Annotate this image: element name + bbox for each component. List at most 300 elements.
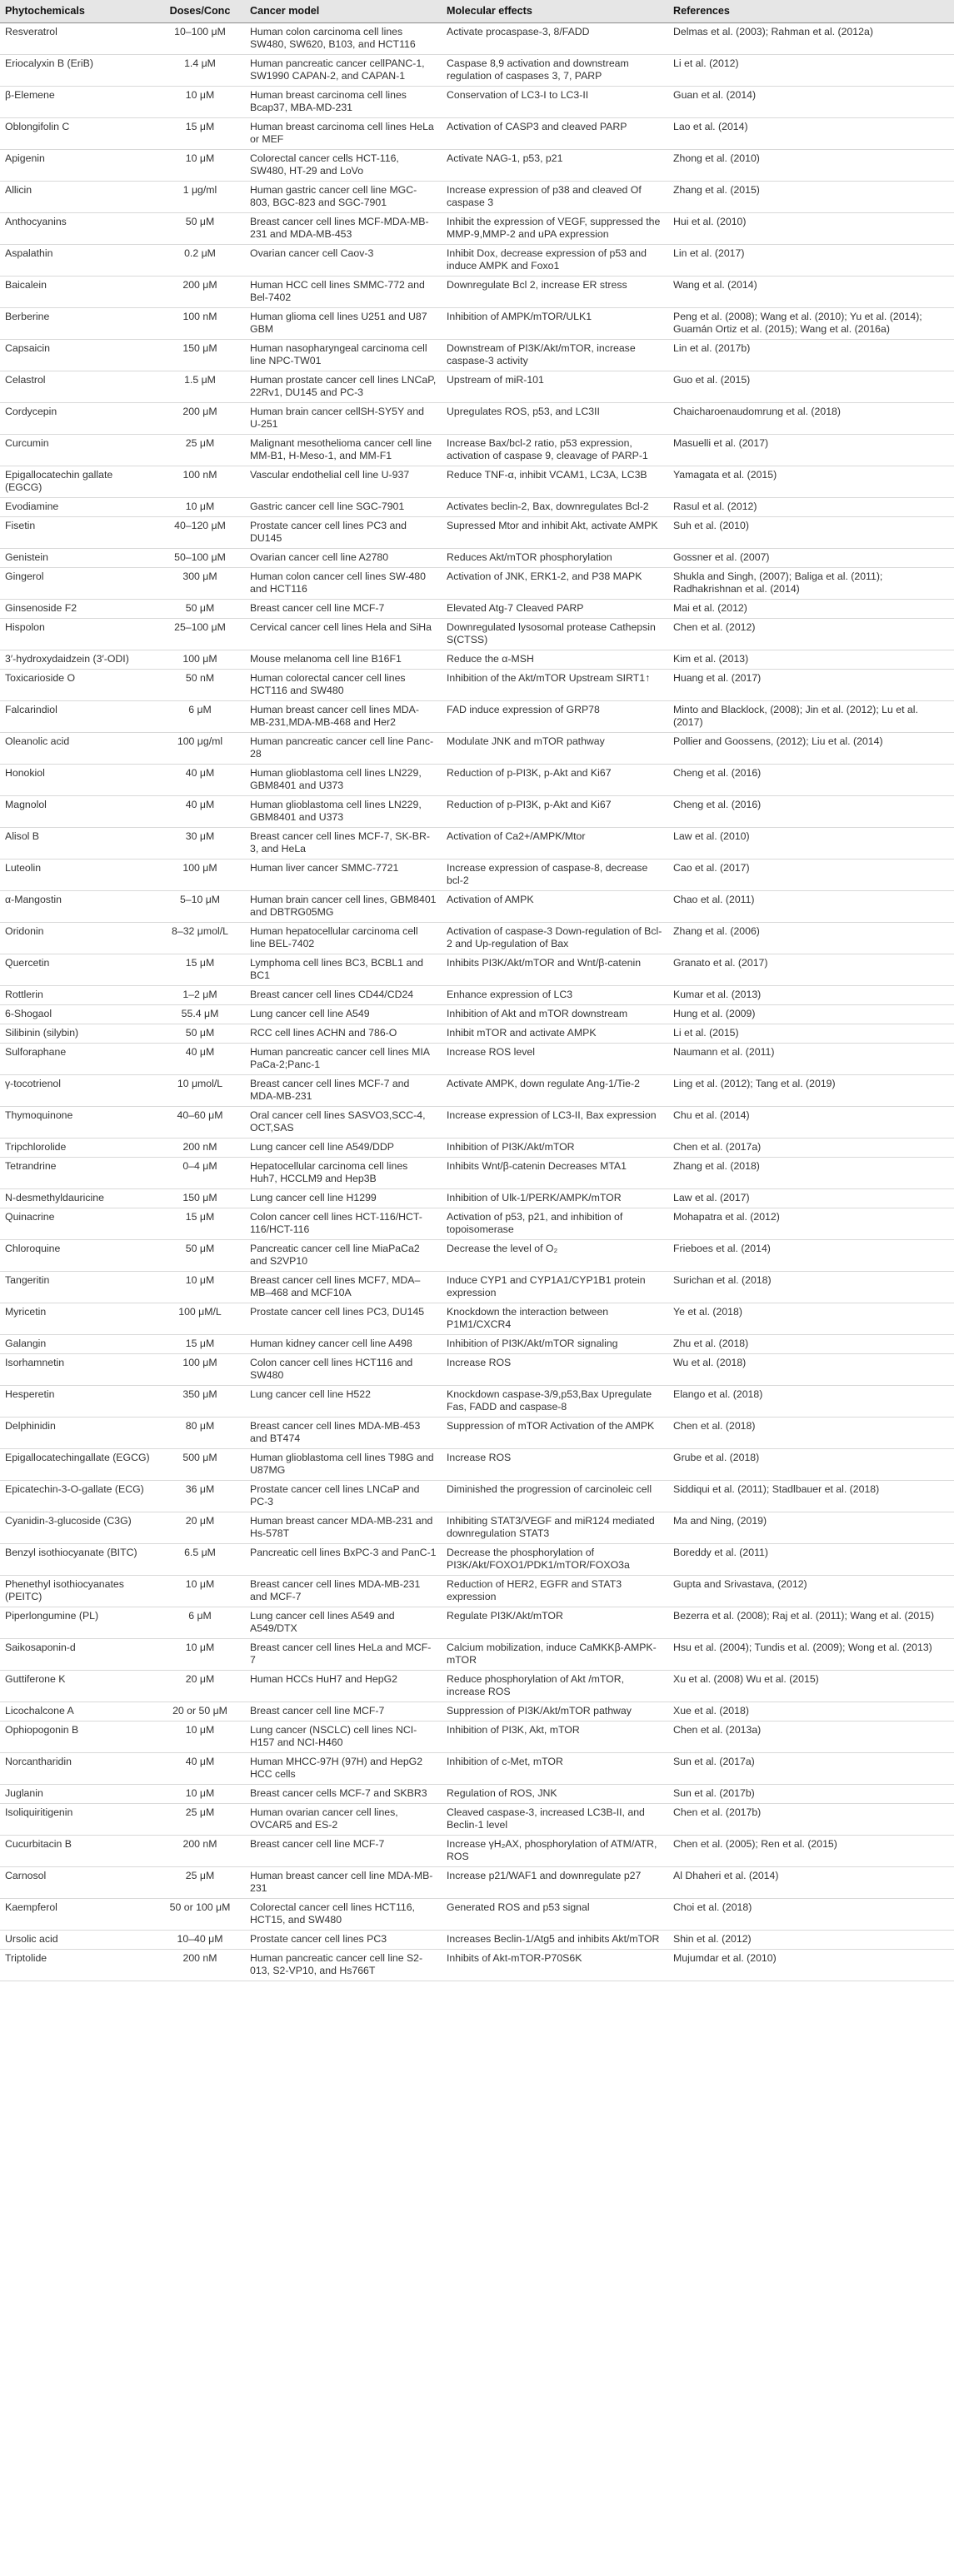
cancer-model-cell: Lung cancer cell line H1299 [245, 1189, 442, 1208]
phytochemical-cell: Cyanidin-3-glucoside (C3G) [0, 1512, 155, 1544]
phytochemical-cell: Baicalein [0, 277, 155, 308]
table-row [0, 1576, 954, 1607]
phytochemical-cell: Tripchlorolide [0, 1139, 155, 1158]
phytochemical-cell: Myricetin [0, 1303, 155, 1335]
phytochemical-cell: Oleanolic acid [0, 733, 155, 765]
dose-cell: 50–100 μM [155, 549, 245, 568]
table-row [0, 765, 954, 796]
references-cell: Lin et al. (2017) [668, 245, 954, 277]
molecular-effects-cell: Conservation of LC3-I to LC3-II [442, 87, 668, 118]
molecular-effects-cell: Inhibition of AMPK/mTOR/ULK1 [442, 308, 668, 340]
table-row [0, 1753, 954, 1785]
molecular-effects-cell: Inhibit Dox, decrease expression of p53 and induce AMPK and Foxo1 [442, 245, 668, 277]
phytochemical-cell: Allicin [0, 182, 155, 213]
table-body [0, 23, 954, 1981]
references-cell: Delmas et al. (2003); Rahman et al. (2012a) [668, 23, 954, 55]
cancer-model-cell: Breast cancer cell lines MCF-MDA-MB-231 and MDA-MB-453 [245, 213, 442, 245]
references-cell: Li et al. (2015) [668, 1024, 954, 1044]
phytochemical-cell: Toxicarioside O [0, 670, 155, 701]
cancer-model-cell: Pancreatic cell lines BxPC-3 and PanC-1 [245, 1544, 442, 1576]
dose-cell: 100 μM [155, 1354, 245, 1386]
references-cell: Wang et al. (2014) [668, 277, 954, 308]
cancer-model-cell: Breast cancer cells MCF-7 and SKBR3 [245, 1785, 442, 1804]
dose-cell: 1–2 μM [155, 986, 245, 1005]
references-cell: Shin et al. (2012) [668, 1931, 954, 1950]
dose-cell: 10 μM [155, 87, 245, 118]
phytochemical-cell: Tangeritin [0, 1272, 155, 1303]
phytochemical-cell: Berberine [0, 308, 155, 340]
molecular-effects-cell: Increases Beclin-1/Atg5 and inhibits Akt/mTOR [442, 1931, 668, 1950]
header-cancer-model: Cancer model [245, 0, 442, 23]
phytochemical-cell: Carnosol [0, 1867, 155, 1899]
molecular-effects-cell: Activation of Ca2+/AMPK/Mtor [442, 828, 668, 859]
cancer-model-cell: Mouse melanoma cell line B16F1 [245, 650, 442, 670]
dose-cell: 10 μM [155, 1639, 245, 1671]
references-cell: Zhong et al. (2010) [668, 150, 954, 182]
cancer-model-cell: Breast cancer cell line MCF-7 [245, 1836, 442, 1867]
references-cell: Chu et al. (2014) [668, 1107, 954, 1139]
phytochemical-cell: Tetrandrine [0, 1158, 155, 1189]
cancer-model-cell: Lung cancer cell lines A549 and A549/DTX [245, 1607, 442, 1639]
cancer-model-cell: Ovarian cancer cell Caov-3 [245, 245, 442, 277]
dose-cell: 200 μM [155, 277, 245, 308]
cancer-model-cell: Breast cancer cell line MCF-7 [245, 600, 442, 619]
dose-cell: 150 μM [155, 1189, 245, 1208]
references-cell: Zhang et al. (2018) [668, 1158, 954, 1189]
dose-cell: 10 μM [155, 1272, 245, 1303]
table-row [0, 1671, 954, 1702]
cancer-model-cell: Human glioblastoma cell lines LN229, GBM8401 and U373 [245, 796, 442, 828]
references-cell: Law et al. (2017) [668, 1189, 954, 1208]
molecular-effects-cell: Inhibits Wnt/β-catenin Decreases MTA1 [442, 1158, 668, 1189]
molecular-effects-cell: Upstream of miR-101 [442, 371, 668, 403]
molecular-effects-cell: Downstream of PI3K/Akt/mTOR, increase caspase-3 activity [442, 340, 668, 371]
molecular-effects-cell: Increase ROS [442, 1449, 668, 1481]
molecular-effects-cell: Increase expression of LC3-II, Bax expression [442, 1107, 668, 1139]
dose-cell: 10 μM [155, 1721, 245, 1753]
dose-cell: 36 μM [155, 1481, 245, 1512]
references-cell: Kumar et al. (2013) [668, 986, 954, 1005]
phytochemical-cell: Triptolide [0, 1950, 155, 1981]
references-cell: Mohapatra et al. (2012) [668, 1208, 954, 1240]
dose-cell: 40 μM [155, 1044, 245, 1075]
cancer-model-cell: Human pancreatic cancer cell line Panc-28 [245, 733, 442, 765]
references-cell: Gossner et al. (2007) [668, 549, 954, 568]
dose-cell: 20 μM [155, 1671, 245, 1702]
molecular-effects-cell: Activates beclin-2, Bax, downregulates Bcl-2 [442, 498, 668, 517]
table-row [0, 1158, 954, 1189]
molecular-effects-cell: Increase γH₂AX, phosphorylation of ATM/ATR, ROS [442, 1836, 668, 1867]
dose-cell: 50 μM [155, 600, 245, 619]
references-cell: Law et al. (2010) [668, 828, 954, 859]
table-row [0, 1335, 954, 1354]
cancer-model-cell: Lung cancer cell line A549/DDP [245, 1139, 442, 1158]
dose-cell: 100 nM [155, 466, 245, 498]
dose-cell: 40–60 μM [155, 1107, 245, 1139]
table-row [0, 1512, 954, 1544]
header-row [0, 0, 954, 23]
cancer-model-cell: Human pancreatic cancer cell lines MIA PaCa-2;Panc-1 [245, 1044, 442, 1075]
dose-cell: 50 nM [155, 670, 245, 701]
table-row [0, 670, 954, 701]
cancer-model-cell: Human HCCs HuH7 and HepG2 [245, 1671, 442, 1702]
phytochemical-cell: Evodiamine [0, 498, 155, 517]
references-cell: Granato et al. (2017) [668, 954, 954, 986]
dose-cell: 1 μg/ml [155, 182, 245, 213]
dose-cell: 6.5 μM [155, 1544, 245, 1576]
molecular-effects-cell: Increase expression of p38 and cleaved Of caspase 3 [442, 182, 668, 213]
references-cell: Guo et al. (2015) [668, 371, 954, 403]
references-cell: Peng et al. (2008); Wang et al. (2010); Yu et al. (2014); Guamán Ortiz et al. (2015); Wang et al. (2016a) [668, 308, 954, 340]
references-cell: Cheng et al. (2016) [668, 796, 954, 828]
table-row [0, 733, 954, 765]
dose-cell: 50 μM [155, 213, 245, 245]
cancer-model-cell: Human glioblastoma cell lines LN229, GBM8401 and U373 [245, 765, 442, 796]
references-cell: Hsu et al. (2004); Tundis et al. (2009); Wong et al. (2013) [668, 1639, 954, 1671]
references-cell: Yamagata et al. (2015) [668, 466, 954, 498]
cancer-model-cell: Pancreatic cancer cell line MiaPaCa2 and S2VP10 [245, 1240, 442, 1272]
references-cell: Lao et al. (2014) [668, 118, 954, 150]
cancer-model-cell: Human nasopharyngeal carcinoma cell line NPC-TW01 [245, 340, 442, 371]
table-row [0, 701, 954, 733]
table-row [0, 150, 954, 182]
molecular-effects-cell: Downregulate Bcl 2, increase ER stress [442, 277, 668, 308]
table-row [0, 182, 954, 213]
table-row [0, 1702, 954, 1721]
table-row [0, 87, 954, 118]
table-row [0, 498, 954, 517]
table-row [0, 1386, 954, 1418]
phytochemical-cell: Isorhamnetin [0, 1354, 155, 1386]
cancer-model-cell: Human breast carcinoma cell lines Bcap37, MBA-MD-231 [245, 87, 442, 118]
cancer-model-cell: Malignant mesothelioma cancer cell line MM-B1, H-Meso-1, and MM-F1 [245, 435, 442, 466]
table-row [0, 213, 954, 245]
molecular-effects-cell: Decrease the level of O₂ [442, 1240, 668, 1272]
dose-cell: 20 or 50 μM [155, 1702, 245, 1721]
molecular-effects-cell: Reduction of p-PI3K, p-Akt and Ki67 [442, 765, 668, 796]
table-row [0, 340, 954, 371]
dose-cell: 200 nM [155, 1950, 245, 1981]
references-cell: Pollier and Goossens, (2012); Liu et al. (2014) [668, 733, 954, 765]
dose-cell: 50 μM [155, 1240, 245, 1272]
references-cell: Lin et al. (2017b) [668, 340, 954, 371]
phytochemical-cell: Gingerol [0, 568, 155, 600]
dose-cell: 25–100 μM [155, 619, 245, 650]
dose-cell: 100 nM [155, 308, 245, 340]
molecular-effects-cell: Cleaved caspase-3, increased LC3B-II, and Beclin-1 level [442, 1804, 668, 1836]
phytochemical-cell: Anthocyanins [0, 213, 155, 245]
phytochemical-cell: Luteolin [0, 859, 155, 891]
table-row [0, 859, 954, 891]
references-cell: Sun et al. (2017b) [668, 1785, 954, 1804]
molecular-effects-cell: Enhance expression of LC3 [442, 986, 668, 1005]
phytochemical-cell: Hesperetin [0, 1386, 155, 1418]
dose-cell: 80 μM [155, 1418, 245, 1449]
cancer-model-cell: Prostate cancer cell lines PC3 and DU145 [245, 517, 442, 549]
dose-cell: 6 μM [155, 1607, 245, 1639]
dose-cell: 100 μM [155, 650, 245, 670]
header-molecular-effects: Molecular effects [442, 0, 668, 23]
molecular-effects-cell: Suppression of mTOR Activation of the AMPK [442, 1418, 668, 1449]
references-cell: Chen et al. (2018) [668, 1418, 954, 1449]
molecular-effects-cell: Reduction of HER2, EGFR and STAT3 expression [442, 1576, 668, 1607]
table-row [0, 568, 954, 600]
table-row [0, 1804, 954, 1836]
dose-cell: 20 μM [155, 1512, 245, 1544]
phytochemical-cell: Resveratrol [0, 23, 155, 55]
table-row [0, 600, 954, 619]
dose-cell: 1.5 μM [155, 371, 245, 403]
phytochemical-cell: Rottlerin [0, 986, 155, 1005]
molecular-effects-cell: Activation of CASP3 and cleaved PARP [442, 118, 668, 150]
dose-cell: 40 μM [155, 796, 245, 828]
header-phytochemicals: Phytochemicals [0, 0, 155, 23]
cancer-model-cell: Human liver cancer SMMC-7721 [245, 859, 442, 891]
molecular-effects-cell: Inhibition of Ulk-1/PERK/AMPK/mTOR [442, 1189, 668, 1208]
table-row [0, 1950, 954, 1981]
cancer-model-cell: Breast cancer cell lines MDA-MB-231 and MCF-7 [245, 1576, 442, 1607]
molecular-effects-cell: Reduce phosphorylation of Akt /mTOR, increase ROS [442, 1671, 668, 1702]
molecular-effects-cell: Supressed Mtor and inhibit Akt, activate AMPK [442, 517, 668, 549]
phytochemical-cell: Quercetin [0, 954, 155, 986]
references-cell: Zhang et al. (2006) [668, 923, 954, 954]
table-row [0, 1899, 954, 1931]
cancer-model-cell: Human kidney cancer cell line A498 [245, 1335, 442, 1354]
references-cell: Ling et al. (2012); Tang et al. (2019) [668, 1075, 954, 1107]
table-row [0, 1303, 954, 1335]
molecular-effects-cell: FAD induce expression of GRP78 [442, 701, 668, 733]
dose-cell: 25 μM [155, 435, 245, 466]
phytochemical-cell: Norcantharidin [0, 1753, 155, 1785]
molecular-effects-cell: Regulate PI3K/Akt/mTOR [442, 1607, 668, 1639]
table-row [0, 466, 954, 498]
phytochemical-cell: Capsaicin [0, 340, 155, 371]
phytochemical-cell: Juglanin [0, 1785, 155, 1804]
phytochemical-cell: 6-Shogaol [0, 1005, 155, 1024]
references-cell: Grube et al. (2018) [668, 1449, 954, 1481]
molecular-effects-cell: Reduce the α-MSH [442, 650, 668, 670]
references-cell: Chaicharoenaudomrung et al. (2018) [668, 403, 954, 435]
dose-cell: 8–32 μmol/L [155, 923, 245, 954]
molecular-effects-cell: Knockdown the interaction between P1M1/CXCR4 [442, 1303, 668, 1335]
phytochemical-cell: Honokiol [0, 765, 155, 796]
cancer-model-cell: Breast cancer cell line MCF-7 [245, 1702, 442, 1721]
references-cell: Chen et al. (2017b) [668, 1804, 954, 1836]
cancer-model-cell: RCC cell lines ACHN and 786-O [245, 1024, 442, 1044]
cancer-model-cell: Colorectal cancer cells HCT-116, SW480, HT-29 and LoVo [245, 150, 442, 182]
dose-cell: 40–120 μM [155, 517, 245, 549]
phytochemical-cell: Oridonin [0, 923, 155, 954]
dose-cell: 15 μM [155, 1208, 245, 1240]
molecular-effects-cell: Suppression of PI3K/Akt/mTOR pathway [442, 1702, 668, 1721]
molecular-effects-cell: Activate procaspase-3, 8/FADD [442, 23, 668, 55]
molecular-effects-cell: Inhibition of PI3K, Akt, mTOR [442, 1721, 668, 1753]
references-cell: Choi et al. (2018) [668, 1899, 954, 1931]
phytochemical-cell: γ-tocotrienol [0, 1075, 155, 1107]
phytochemical-cell: Silibinin (silybin) [0, 1024, 155, 1044]
phytochemical-cell: Quinacrine [0, 1208, 155, 1240]
molecular-effects-cell: Inhibits PI3K/Akt/mTOR and Wnt/β-catenin [442, 954, 668, 986]
cancer-model-cell: Vascular endothelial cell line U-937 [245, 466, 442, 498]
molecular-effects-cell: Activation of caspase-3 Down-regulation of Bcl-2 and Up-regulation of Bax [442, 923, 668, 954]
molecular-effects-cell: Activation of p53, p21, and inhibition of topoisomerase [442, 1208, 668, 1240]
cancer-model-cell: Human colon carcinoma cell lines SW480, SW620, B103, and HCT116 [245, 23, 442, 55]
dose-cell: 6 μM [155, 701, 245, 733]
references-cell: Kim et al. (2013) [668, 650, 954, 670]
table-row [0, 796, 954, 828]
cancer-model-cell: Human glioblastoma cell lines T98G and U87MG [245, 1449, 442, 1481]
table-row [0, 277, 954, 308]
table-row [0, 619, 954, 650]
cancer-model-cell: Human breast carcinoma cell lines HeLa or MEF [245, 118, 442, 150]
cancer-model-cell: Breast cancer cell lines HeLa and MCF-7 [245, 1639, 442, 1671]
cancer-model-cell: Ovarian cancer cell line A2780 [245, 549, 442, 568]
references-cell: Gupta and Srivastava, (2012) [668, 1576, 954, 1607]
references-cell: Hung et al. (2009) [668, 1005, 954, 1024]
dose-cell: 15 μM [155, 954, 245, 986]
phytochemical-cell: Genistein [0, 549, 155, 568]
molecular-effects-cell: Inhibition of PI3K/Akt/mTOR signaling [442, 1335, 668, 1354]
references-cell: Mujumdar et al. (2010) [668, 1950, 954, 1981]
references-cell: Ye et al. (2018) [668, 1303, 954, 1335]
table-row [0, 1024, 954, 1044]
molecular-effects-cell: Generated ROS and p53 signal [442, 1899, 668, 1931]
phytochemical-cell: β-Elemene [0, 87, 155, 118]
phytochemical-cell: Piperlongumine (PL) [0, 1607, 155, 1639]
phytochemical-cell: Aspalathin [0, 245, 155, 277]
cancer-model-cell: Human ovarian cancer cell lines, OVCAR5 and ES-2 [245, 1804, 442, 1836]
header-doses: Doses/Conc [155, 0, 245, 23]
table-row [0, 1721, 954, 1753]
dose-cell: 10–100 μM [155, 23, 245, 55]
phytochemical-cell: Hispolon [0, 619, 155, 650]
references-cell: Elango et al. (2018) [668, 1386, 954, 1418]
cancer-model-cell: Colorectal cancer cell lines HCT116, HCT15, and SW480 [245, 1899, 442, 1931]
table-row [0, 308, 954, 340]
references-cell: Surichan et al. (2018) [668, 1272, 954, 1303]
phytochemical-cell: Guttiferone K [0, 1671, 155, 1702]
cancer-model-cell: Breast cancer cell lines MCF-7 and MDA-MB-231 [245, 1075, 442, 1107]
cancer-model-cell: Breast cancer cell lines MCF7, MDA–MB–468 and MCF10A [245, 1272, 442, 1303]
table-row [0, 1785, 954, 1804]
phytochemical-cell: α-Mangostin [0, 891, 155, 923]
dose-cell: 10 μM [155, 498, 245, 517]
dose-cell: 10 μM [155, 1785, 245, 1804]
references-cell: Naumann et al. (2011) [668, 1044, 954, 1075]
cancer-model-cell: Lung cancer cell line A549 [245, 1005, 442, 1024]
molecular-effects-cell: Inhibition of Akt and mTOR downstream [442, 1005, 668, 1024]
cancer-model-cell: Oral cancer cell lines SASVO3,SCC-4, OCT,SAS [245, 1107, 442, 1139]
table-row [0, 1044, 954, 1075]
dose-cell: 15 μM [155, 1335, 245, 1354]
table-row [0, 1107, 954, 1139]
table-row [0, 1075, 954, 1107]
table-row [0, 923, 954, 954]
header-references: References [668, 0, 954, 23]
phytochemical-cell: Benzyl isothiocyanate (BITC) [0, 1544, 155, 1576]
molecular-effects-cell: Decrease the phosphorylation of PI3K/Akt/FOXO1/PDK1/mTOR/FOXO3a [442, 1544, 668, 1576]
table-row [0, 1139, 954, 1158]
dose-cell: 100 μM [155, 859, 245, 891]
phytochemical-cell: 3′-hydroxydaidzein (3′-ODI) [0, 650, 155, 670]
cancer-model-cell: Human HCC cell lines SMMC-772 and Bel-7402 [245, 277, 442, 308]
references-cell: Boreddy et al. (2011) [668, 1544, 954, 1576]
molecular-effects-cell: Reduction of p-PI3K, p-Akt and Ki67 [442, 796, 668, 828]
molecular-effects-cell: Increase ROS level [442, 1044, 668, 1075]
dose-cell: 10–40 μM [155, 1931, 245, 1950]
references-cell: Chen et al. (2013a) [668, 1721, 954, 1753]
phytochemical-cell: N-desmethyldauricine [0, 1189, 155, 1208]
table-row [0, 1240, 954, 1272]
table-row [0, 517, 954, 549]
molecular-effects-cell: Inhibition of c-Met, mTOR [442, 1753, 668, 1785]
molecular-effects-cell: Increase expression of caspase-8, decrease bcl-2 [442, 859, 668, 891]
molecular-effects-cell: Upregulates ROS, p53, and LC3II [442, 403, 668, 435]
cancer-model-cell: Lung cancer cell line H522 [245, 1386, 442, 1418]
phytochemical-cell: Curcumin [0, 435, 155, 466]
table-row [0, 435, 954, 466]
cancer-model-cell: Breast cancer cell lines CD44/CD24 [245, 986, 442, 1005]
phytochemical-cell: Oblongifolin C [0, 118, 155, 150]
molecular-effects-cell: Knockdown caspase-3/9,p53,Bax Upregulate Fas, FADD and caspase-8 [442, 1386, 668, 1418]
table-row [0, 371, 954, 403]
phytochemical-cell: Epigallocatechin gallate (EGCG) [0, 466, 155, 498]
table-row [0, 403, 954, 435]
molecular-effects-cell: Induce CYP1 and CYP1A1/CYP1B1 protein expression [442, 1272, 668, 1303]
dose-cell: 40 μM [155, 1753, 245, 1785]
phytochemical-cell: Saikosaponin-d [0, 1639, 155, 1671]
table-row [0, 1867, 954, 1899]
cancer-model-cell: Breast cancer cell lines MDA-MB-453 and BT474 [245, 1418, 442, 1449]
dose-cell: 0–4 μM [155, 1158, 245, 1189]
dose-cell: 50 or 100 μM [155, 1899, 245, 1931]
cancer-model-cell: Lymphoma cell lines BC3, BCBL1 and BC1 [245, 954, 442, 986]
table-row [0, 1449, 954, 1481]
cancer-model-cell: Lung cancer (NSCLC) cell lines NCI-H157 and NCI-H460 [245, 1721, 442, 1753]
dose-cell: 30 μM [155, 828, 245, 859]
dose-cell: 10 μmol/L [155, 1075, 245, 1107]
references-cell: Ma and Ning, (2019) [668, 1512, 954, 1544]
molecular-effects-cell: Inhibit the expression of VEGF, suppressed the MMP-9,MMP-2 and uPA expression [442, 213, 668, 245]
table-row [0, 1272, 954, 1303]
references-cell: Zhu et al. (2018) [668, 1335, 954, 1354]
phytochemical-cell: Eriocalyxin B (EriB) [0, 55, 155, 87]
molecular-effects-cell: Elevated Atg-7 Cleaved PARP [442, 600, 668, 619]
phytochemical-cell: Ginsenoside F2 [0, 600, 155, 619]
dose-cell: 200 μM [155, 403, 245, 435]
molecular-effects-cell: Increase p21/WAF1 and downregulate p27 [442, 1867, 668, 1899]
phytochemical-cell: Alisol B [0, 828, 155, 859]
table-row [0, 891, 954, 923]
molecular-effects-cell: Calcium mobilization, induce CaMKKβ-AMPK-mTOR [442, 1639, 668, 1671]
phytochemical-cell: Isoliquiritigenin [0, 1804, 155, 1836]
references-cell: Chen et al. (2012) [668, 619, 954, 650]
table-row [0, 1005, 954, 1024]
table-row [0, 245, 954, 277]
references-cell: Al Dhaheri et al. (2014) [668, 1867, 954, 1899]
cancer-model-cell: Human breast cancer cell lines MDA-MB-231,MDA-MB-468 and Her2 [245, 701, 442, 733]
cancer-model-cell: Prostate cancer cell lines LNCaP and PC-3 [245, 1481, 442, 1512]
references-cell: Cheng et al. (2016) [668, 765, 954, 796]
references-cell: Hui et al. (2010) [668, 213, 954, 245]
dose-cell: 150 μM [155, 340, 245, 371]
table-row [0, 1931, 954, 1950]
references-cell: Masuelli et al. (2017) [668, 435, 954, 466]
table-row [0, 1354, 954, 1386]
phytochemical-cell: Licochalcone A [0, 1702, 155, 1721]
references-cell: Chen et al. (2017a) [668, 1139, 954, 1158]
phytochemical-cell: Chloroquine [0, 1240, 155, 1272]
